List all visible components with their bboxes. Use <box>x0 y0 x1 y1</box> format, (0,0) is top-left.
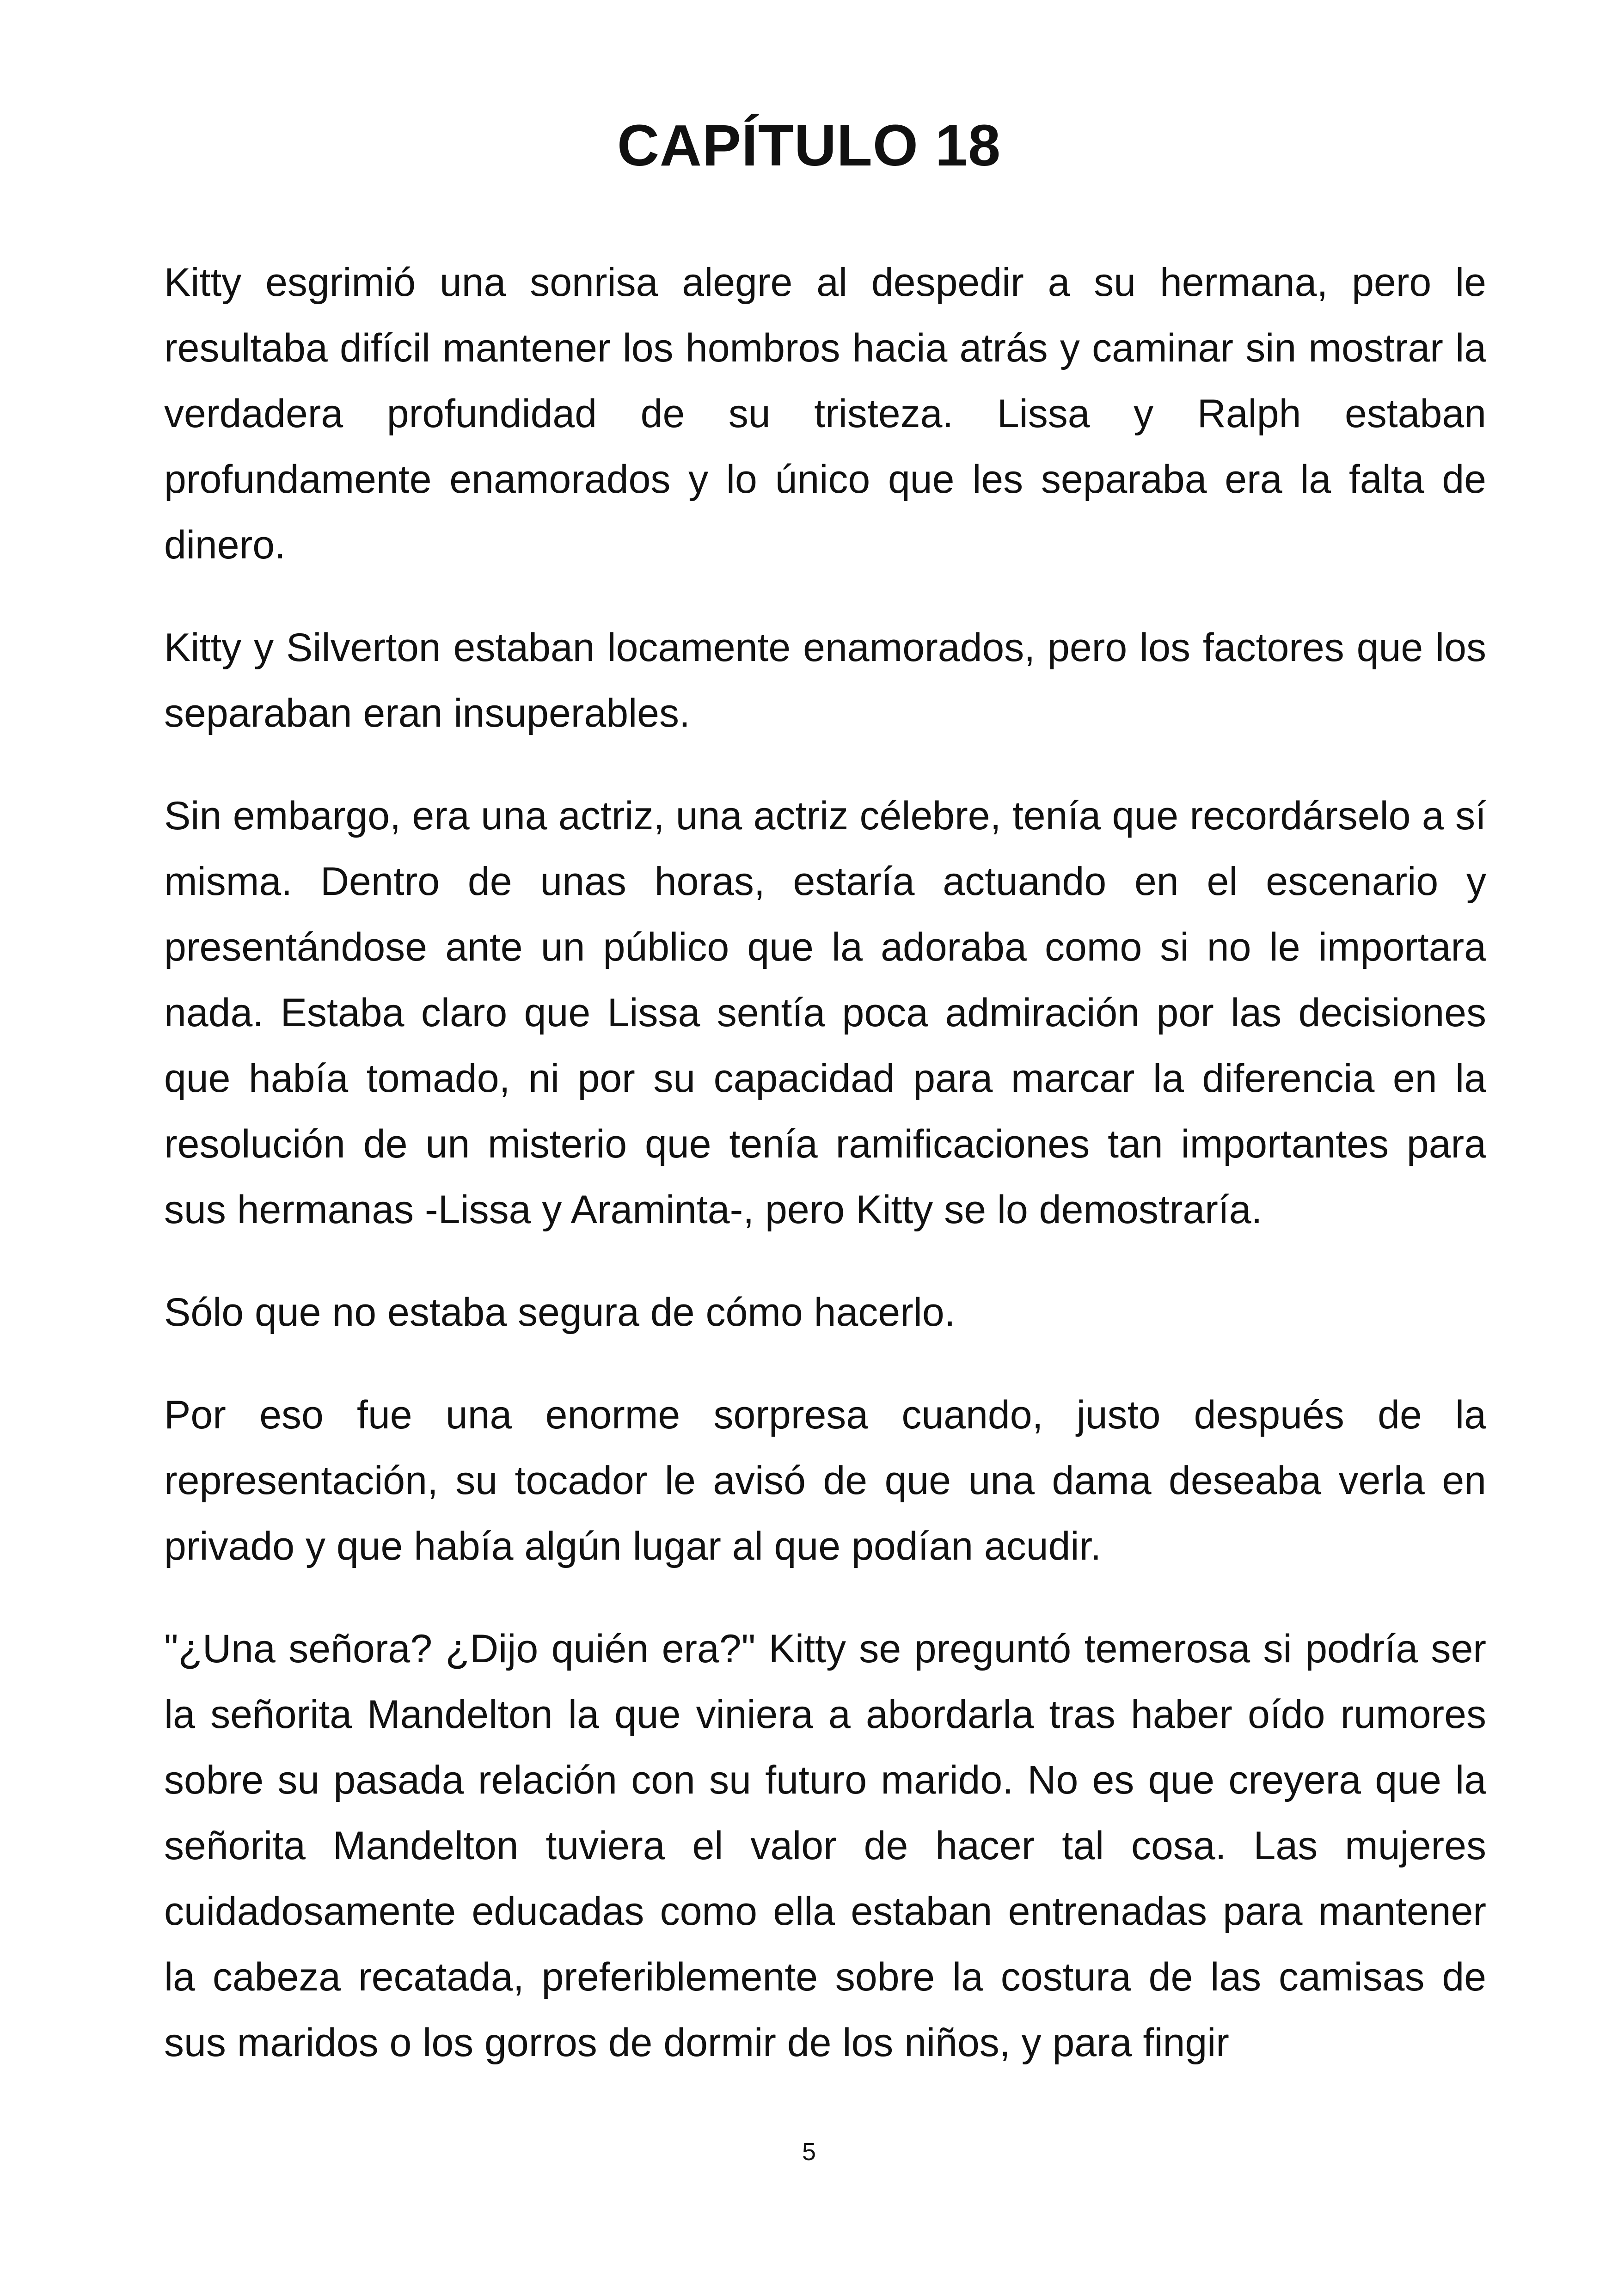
paragraph: Sin embargo, era una actriz, una actriz célebre, tenía que recordárselo a sí misma. Dentro de unas horas, estaría actuando en el escenario y presentándose ante un público que la adoraba como si no le importara nada. Estaba claro que Lissa sentía poca admiración por las decisiones que había tomado, ni por su capacidad para marcar la diferencia en la resolución de un misterio que tenía ramificaciones tan importantes para sus hermanas -Lissa y Araminta-, pero Kitty se lo demostraría. <box>164 794 1486 1232</box>
paragraph: Kitty y Silverton estaban locamente enamorados, pero los factores que los separaban eran insuperables. <box>164 625 1486 735</box>
page-number: 5 <box>802 2138 816 2166</box>
paragraph: "¿Una señora? ¿Dijo quién era?" Kitty se preguntó temerosa si podría ser la señorita Mandelton la que viniera a abordarla tras haber oído rumores sobre su pasada relación con su futuro marido. No es que creyera que la señorita Mandelton tuviera el valor de hacer tal cosa. Las mujeres cuidadosamente educadas como ella estaban entrenadas para mantener la cabeza recatada, preferiblemente sobre la costura de las camisas de sus maridos o los gorros de dormir de los niños, y para fingir <box>164 1627 1486 2065</box>
paragraph: Kitty esgrimió una sonrisa alegre al despedir a su hermana, pero le resultaba difícil mantener los hombros hacia atrás y caminar sin mostrar la verdadera profundidad de su tristeza. Lissa y Ralph estaban profundamente enamorados y lo único que les separaba era la falta de dinero. <box>164 260 1486 567</box>
paragraph: Por eso fue una enorme sorpresa cuando, justo después de la representación, su tocador le avisó de que una dama deseaba verla en privado y que había algún lugar al que podían acudir. <box>164 1393 1486 1568</box>
body-text <box>164 250 1486 2112</box>
paragraph: Sólo que no estaba segura de cómo hacerlo. <box>164 1290 956 1335</box>
chapter-title: CAPÍTULO 18 <box>617 113 1001 178</box>
